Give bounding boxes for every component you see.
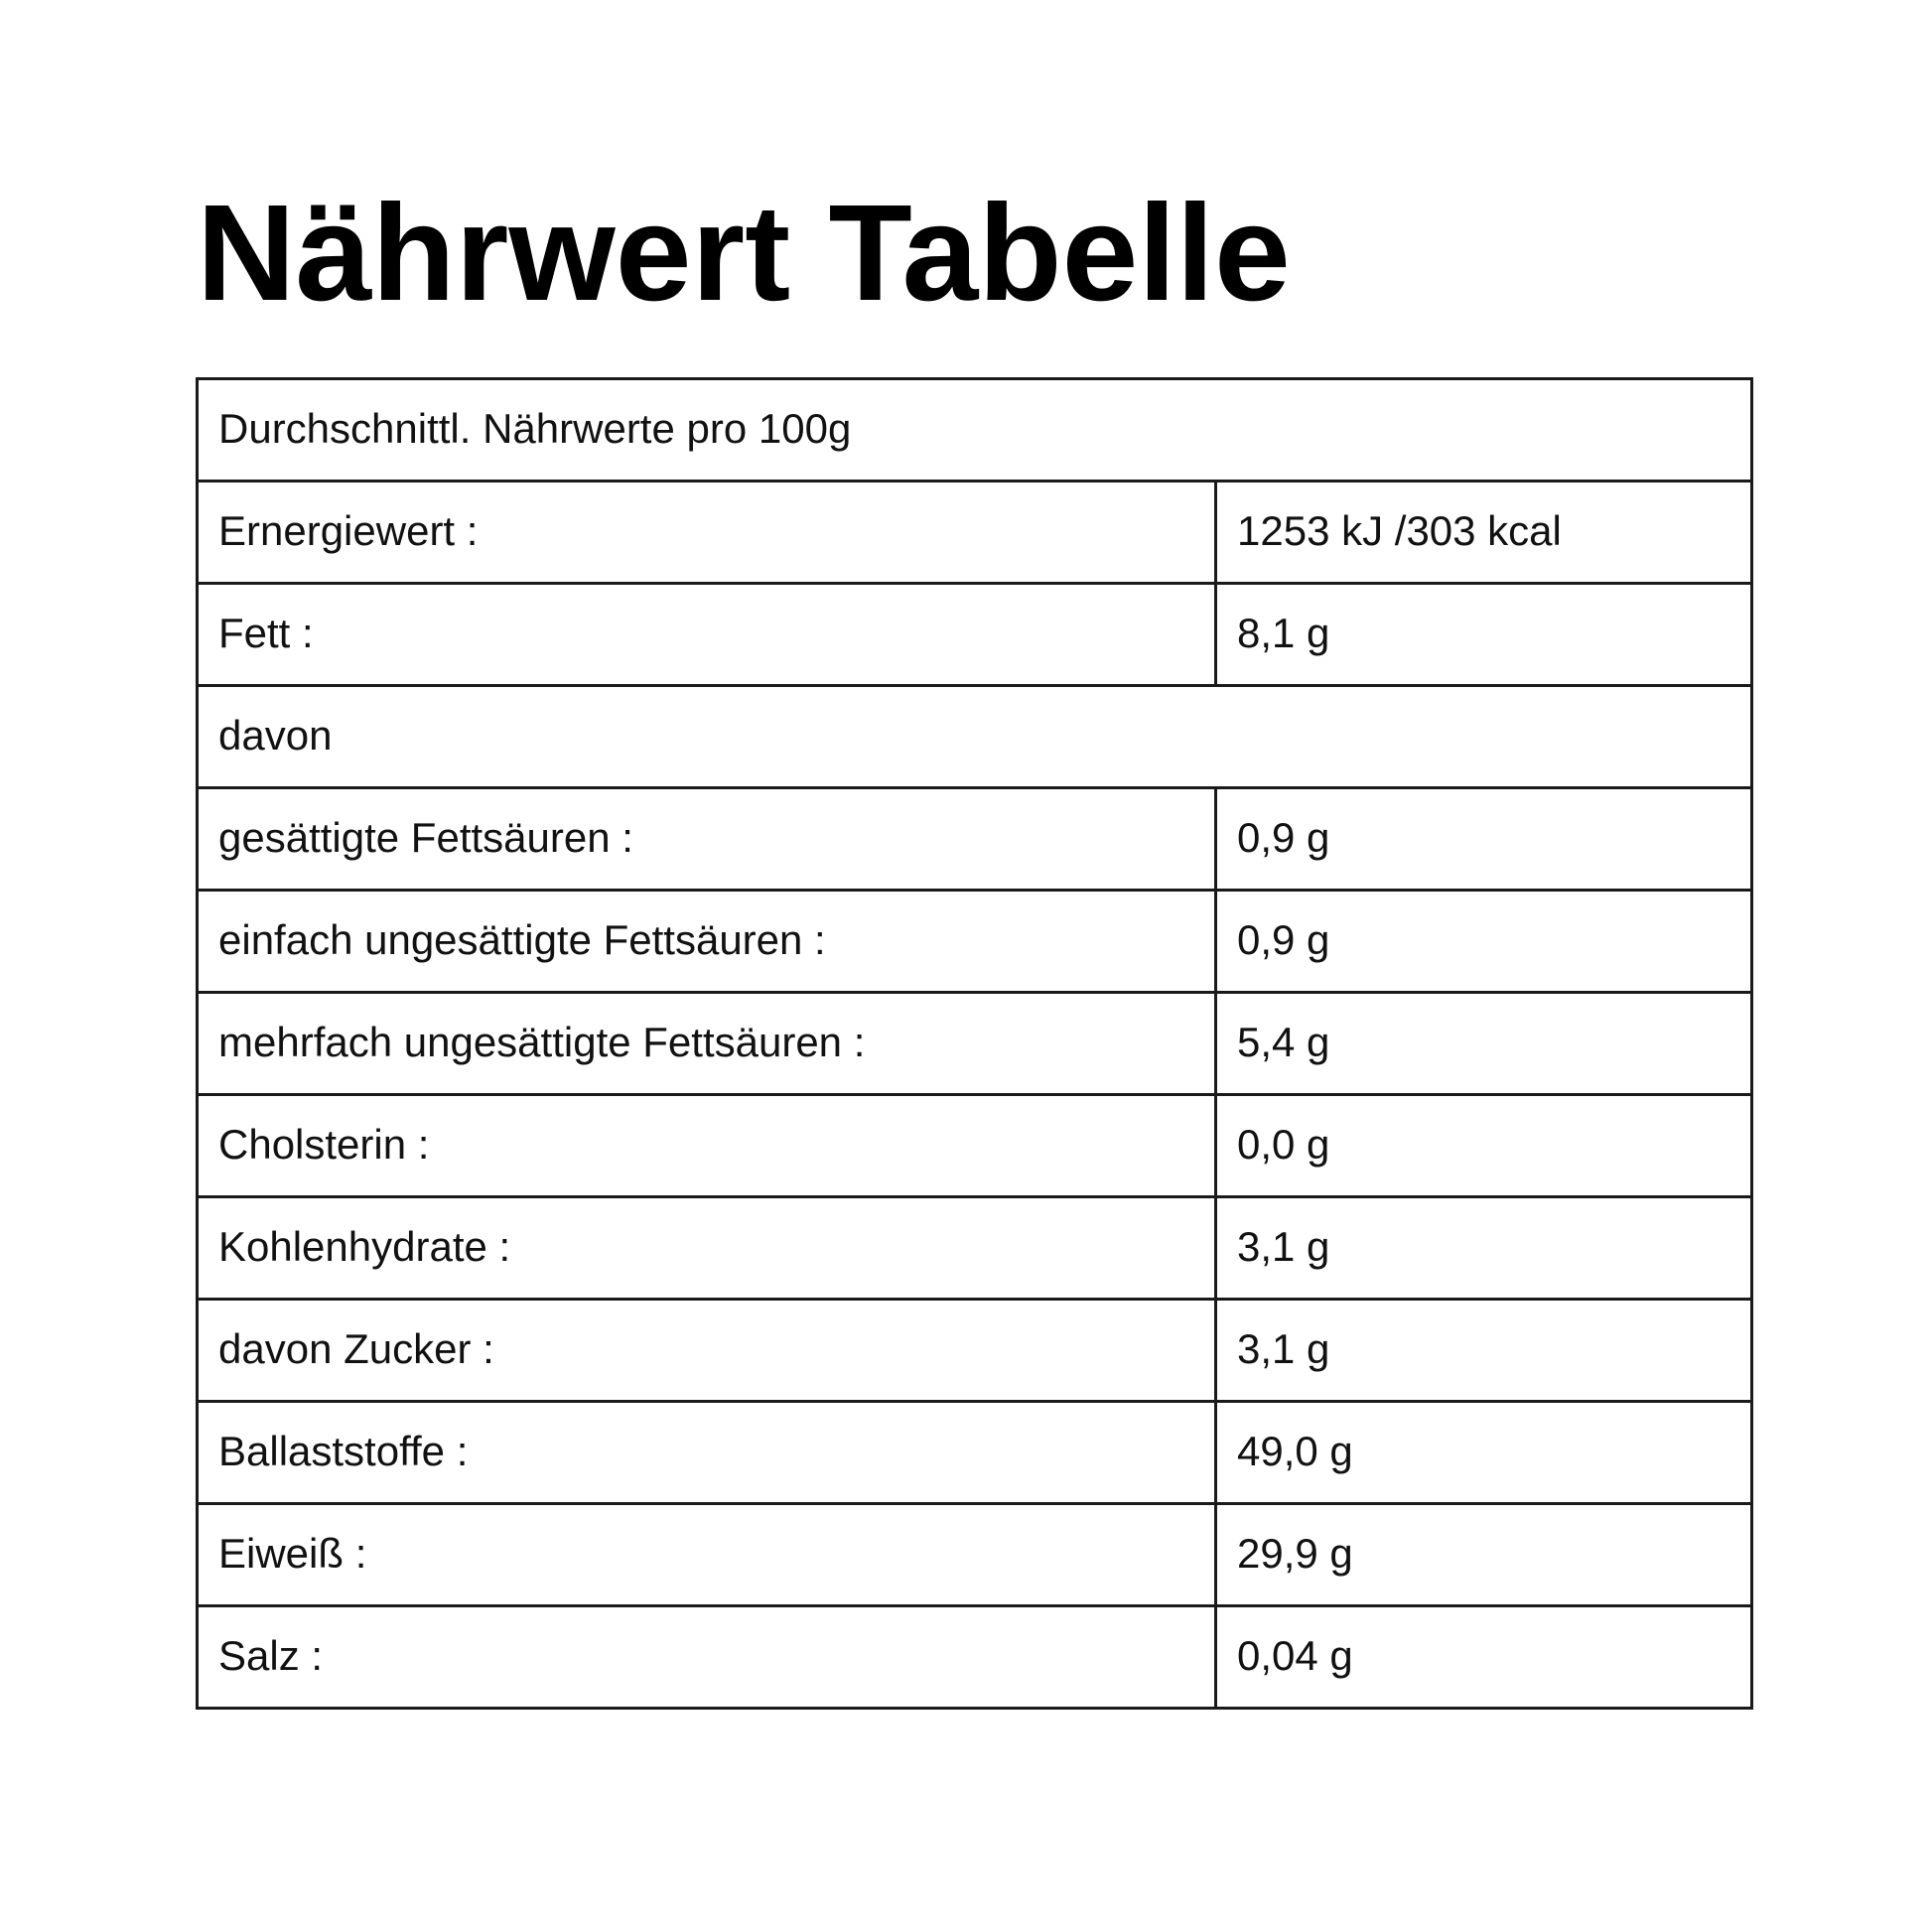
- row-label: Salz :: [198, 1606, 1216, 1709]
- table-row: [198, 1300, 1752, 1402]
- table-header-cell: Durchschnittl. Nährwerte pro 100g: [198, 379, 1752, 482]
- row-value: 3,1 g: [1216, 1300, 1752, 1402]
- row-label: Fett :: [198, 584, 1216, 686]
- table-row: [198, 584, 1752, 686]
- table-subheader-row: [198, 686, 1752, 788]
- row-label: einfach ungesättigte Fettsäuren :: [198, 891, 1216, 993]
- row-value: 0,04 g: [1216, 1606, 1752, 1709]
- nutrition-table: [196, 377, 1753, 1710]
- row-label: davon Zucker :: [198, 1300, 1216, 1402]
- row-value: 5,4 g: [1216, 993, 1752, 1095]
- row-value: 0,9 g: [1216, 891, 1752, 993]
- page-title: Nährwert Tabelle: [197, 177, 1291, 330]
- row-label: Cholsterin :: [198, 1095, 1216, 1197]
- row-label: Ballaststoffe :: [198, 1402, 1216, 1504]
- table-row: [198, 1606, 1752, 1709]
- row-label: Eiweiß :: [198, 1504, 1216, 1606]
- row-label: Ernergiewert :: [198, 482, 1216, 584]
- table-row: [198, 1402, 1752, 1504]
- row-value: 49,0 g: [1216, 1402, 1752, 1504]
- row-value: 0,0 g: [1216, 1095, 1752, 1197]
- table-row: [198, 482, 1752, 584]
- row-label: Kohlenhydrate :: [198, 1197, 1216, 1300]
- table-row: [198, 1095, 1752, 1197]
- table-row: [198, 891, 1752, 993]
- row-value: 1253 kJ /303 kcal: [1216, 482, 1752, 584]
- table-row: [198, 1504, 1752, 1606]
- table-row: [198, 788, 1752, 891]
- row-value: 8,1 g: [1216, 584, 1752, 686]
- table-row: [198, 1197, 1752, 1300]
- table-header-row: [198, 379, 1752, 482]
- row-label: davon: [198, 686, 1752, 788]
- row-value: 0,9 g: [1216, 788, 1752, 891]
- row-value: 29,9 g: [1216, 1504, 1752, 1606]
- row-label: gesättigte Fettsäuren :: [198, 788, 1216, 891]
- row-value: 3,1 g: [1216, 1197, 1752, 1300]
- row-label: mehrfach ungesättigte Fettsäuren :: [198, 993, 1216, 1095]
- table-row: [198, 993, 1752, 1095]
